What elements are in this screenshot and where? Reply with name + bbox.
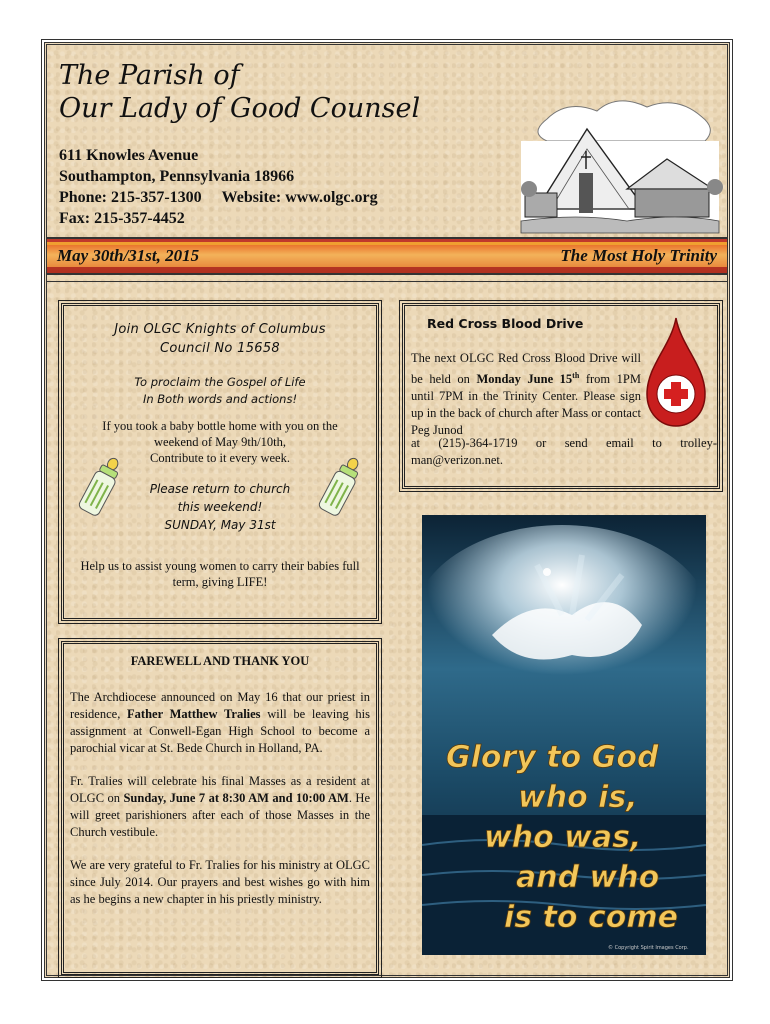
address-city: Southampton, Pennsylvania 18966 bbox=[59, 168, 295, 185]
return-line-2: this weekend! bbox=[177, 500, 263, 514]
banner-feast: The Most Holy Trinity bbox=[560, 246, 717, 265]
website-link[interactable]: Website: www.olgc.org bbox=[221, 189, 378, 206]
kofc-body-line-1: If you took a baby bottle home with you on the bbox=[102, 419, 338, 433]
baby-bottle-icon bbox=[316, 454, 364, 522]
poster-credit: © Copyright Spirit Images Corp. bbox=[608, 945, 689, 951]
return-line-1: Please return to church bbox=[149, 482, 291, 496]
kofc-body-line-3: Contribute to it every week. bbox=[150, 451, 290, 465]
kofc-heading bbox=[64, 320, 376, 358]
knights-of-columbus-box bbox=[61, 303, 379, 621]
farewell-p1-a: The Archdiocese announced on May 16 that our priest in residence, bbox=[70, 690, 370, 721]
poster-line-1: Glory to God bbox=[446, 740, 659, 775]
title-line-1: The Parish of bbox=[59, 60, 240, 91]
parish-title bbox=[59, 59, 420, 125]
farewell-paragraph-1 bbox=[70, 689, 370, 757]
parish-address bbox=[59, 145, 378, 229]
baby-bottle-icon bbox=[76, 454, 124, 522]
farewell-paragraph-3: We are very grateful to Fr. Tralies for his ministry at OLGC since July 2014. Our prayers and best wishes go with him as he begins a new chapter in his priestly ministry. bbox=[70, 858, 370, 906]
address-street: 611 Knowles Avenue bbox=[59, 147, 199, 164]
divider bbox=[47, 281, 727, 282]
kofc-heading-line-2: Council No 15658 bbox=[160, 341, 280, 356]
poster-line-3: who was, bbox=[484, 820, 642, 855]
kofc-body-line-2: weekend of May 9th/10th, bbox=[154, 435, 286, 449]
poster-line-4: and who bbox=[516, 860, 660, 895]
blood-drive-heading: Red Cross Blood Drive bbox=[427, 316, 584, 331]
fax-number: Fax: 215-357-4452 bbox=[59, 210, 185, 227]
kofc-motto-line-2: In Both words and actions! bbox=[142, 392, 298, 406]
farewell-p2-b: . He will greet parishioners after each of those Masses in the Church vestibule. bbox=[70, 791, 370, 839]
kofc-motto-line-1: To proclaim the Gospel of Life bbox=[134, 375, 306, 389]
banner-date: May 30th/31st, 2015 bbox=[57, 246, 200, 265]
farewell-paragraph-2 bbox=[70, 773, 370, 841]
trinity-poster bbox=[422, 515, 706, 955]
title-line-2: Our Lady of Good Counsel bbox=[59, 93, 421, 124]
final-mass-times: Sunday, June 7 at 8:30 AM and 10:00 AM bbox=[123, 791, 349, 805]
blood-drive-box bbox=[402, 303, 720, 489]
kofc-motto bbox=[64, 374, 376, 408]
contact-line bbox=[59, 187, 378, 208]
blood-drop-icon bbox=[645, 316, 707, 428]
farewell-p1-b: will be leaving his assignment at Conwell-Egan High School to become a parochial vicar at St. Bede Church in Holland, PA. bbox=[70, 707, 370, 755]
blood-drive-text bbox=[411, 350, 641, 439]
church-drawing bbox=[517, 89, 723, 237]
kofc-closing: Help us to assist young women to carry their babies full term, giving LIFE! bbox=[80, 559, 360, 589]
phone-number: Phone: 215-357-1300 bbox=[59, 189, 202, 206]
farewell-p2-a: Fr. Tralies will celebrate his final Masses as a resident at OLGC on bbox=[70, 774, 370, 805]
return-line-3: SUNDAY, May 31st bbox=[164, 518, 276, 532]
blood-drive-contact[interactable]: at (215)-364-1719 or send email to trolley-man@verizon.net. bbox=[411, 436, 717, 467]
date-banner bbox=[47, 237, 727, 275]
blood-drive-text-b: from 1PM until 7PM in the Trinity Center. Please sign up in the back of church after Mass or contact Peg Junod bbox=[411, 372, 641, 438]
poster-line-2: who is, bbox=[518, 780, 638, 815]
blood-drive-date-suffix: th bbox=[572, 371, 580, 380]
farewell-box bbox=[61, 641, 379, 975]
priest-name: Father Matthew Tralies bbox=[127, 707, 261, 721]
farewell-heading: FAREWELL AND THANK YOU bbox=[130, 654, 310, 668]
blood-drive-text-a: The next OLGC Red Cross Blood Drive will be held on bbox=[411, 351, 641, 387]
blood-drive-date: Monday June 15 bbox=[476, 372, 573, 387]
poster-line-5: is to come bbox=[504, 900, 678, 935]
bulletin-page bbox=[44, 42, 730, 978]
kofc-heading-line-1: Join OLGC Knights of Columbus bbox=[114, 322, 326, 337]
